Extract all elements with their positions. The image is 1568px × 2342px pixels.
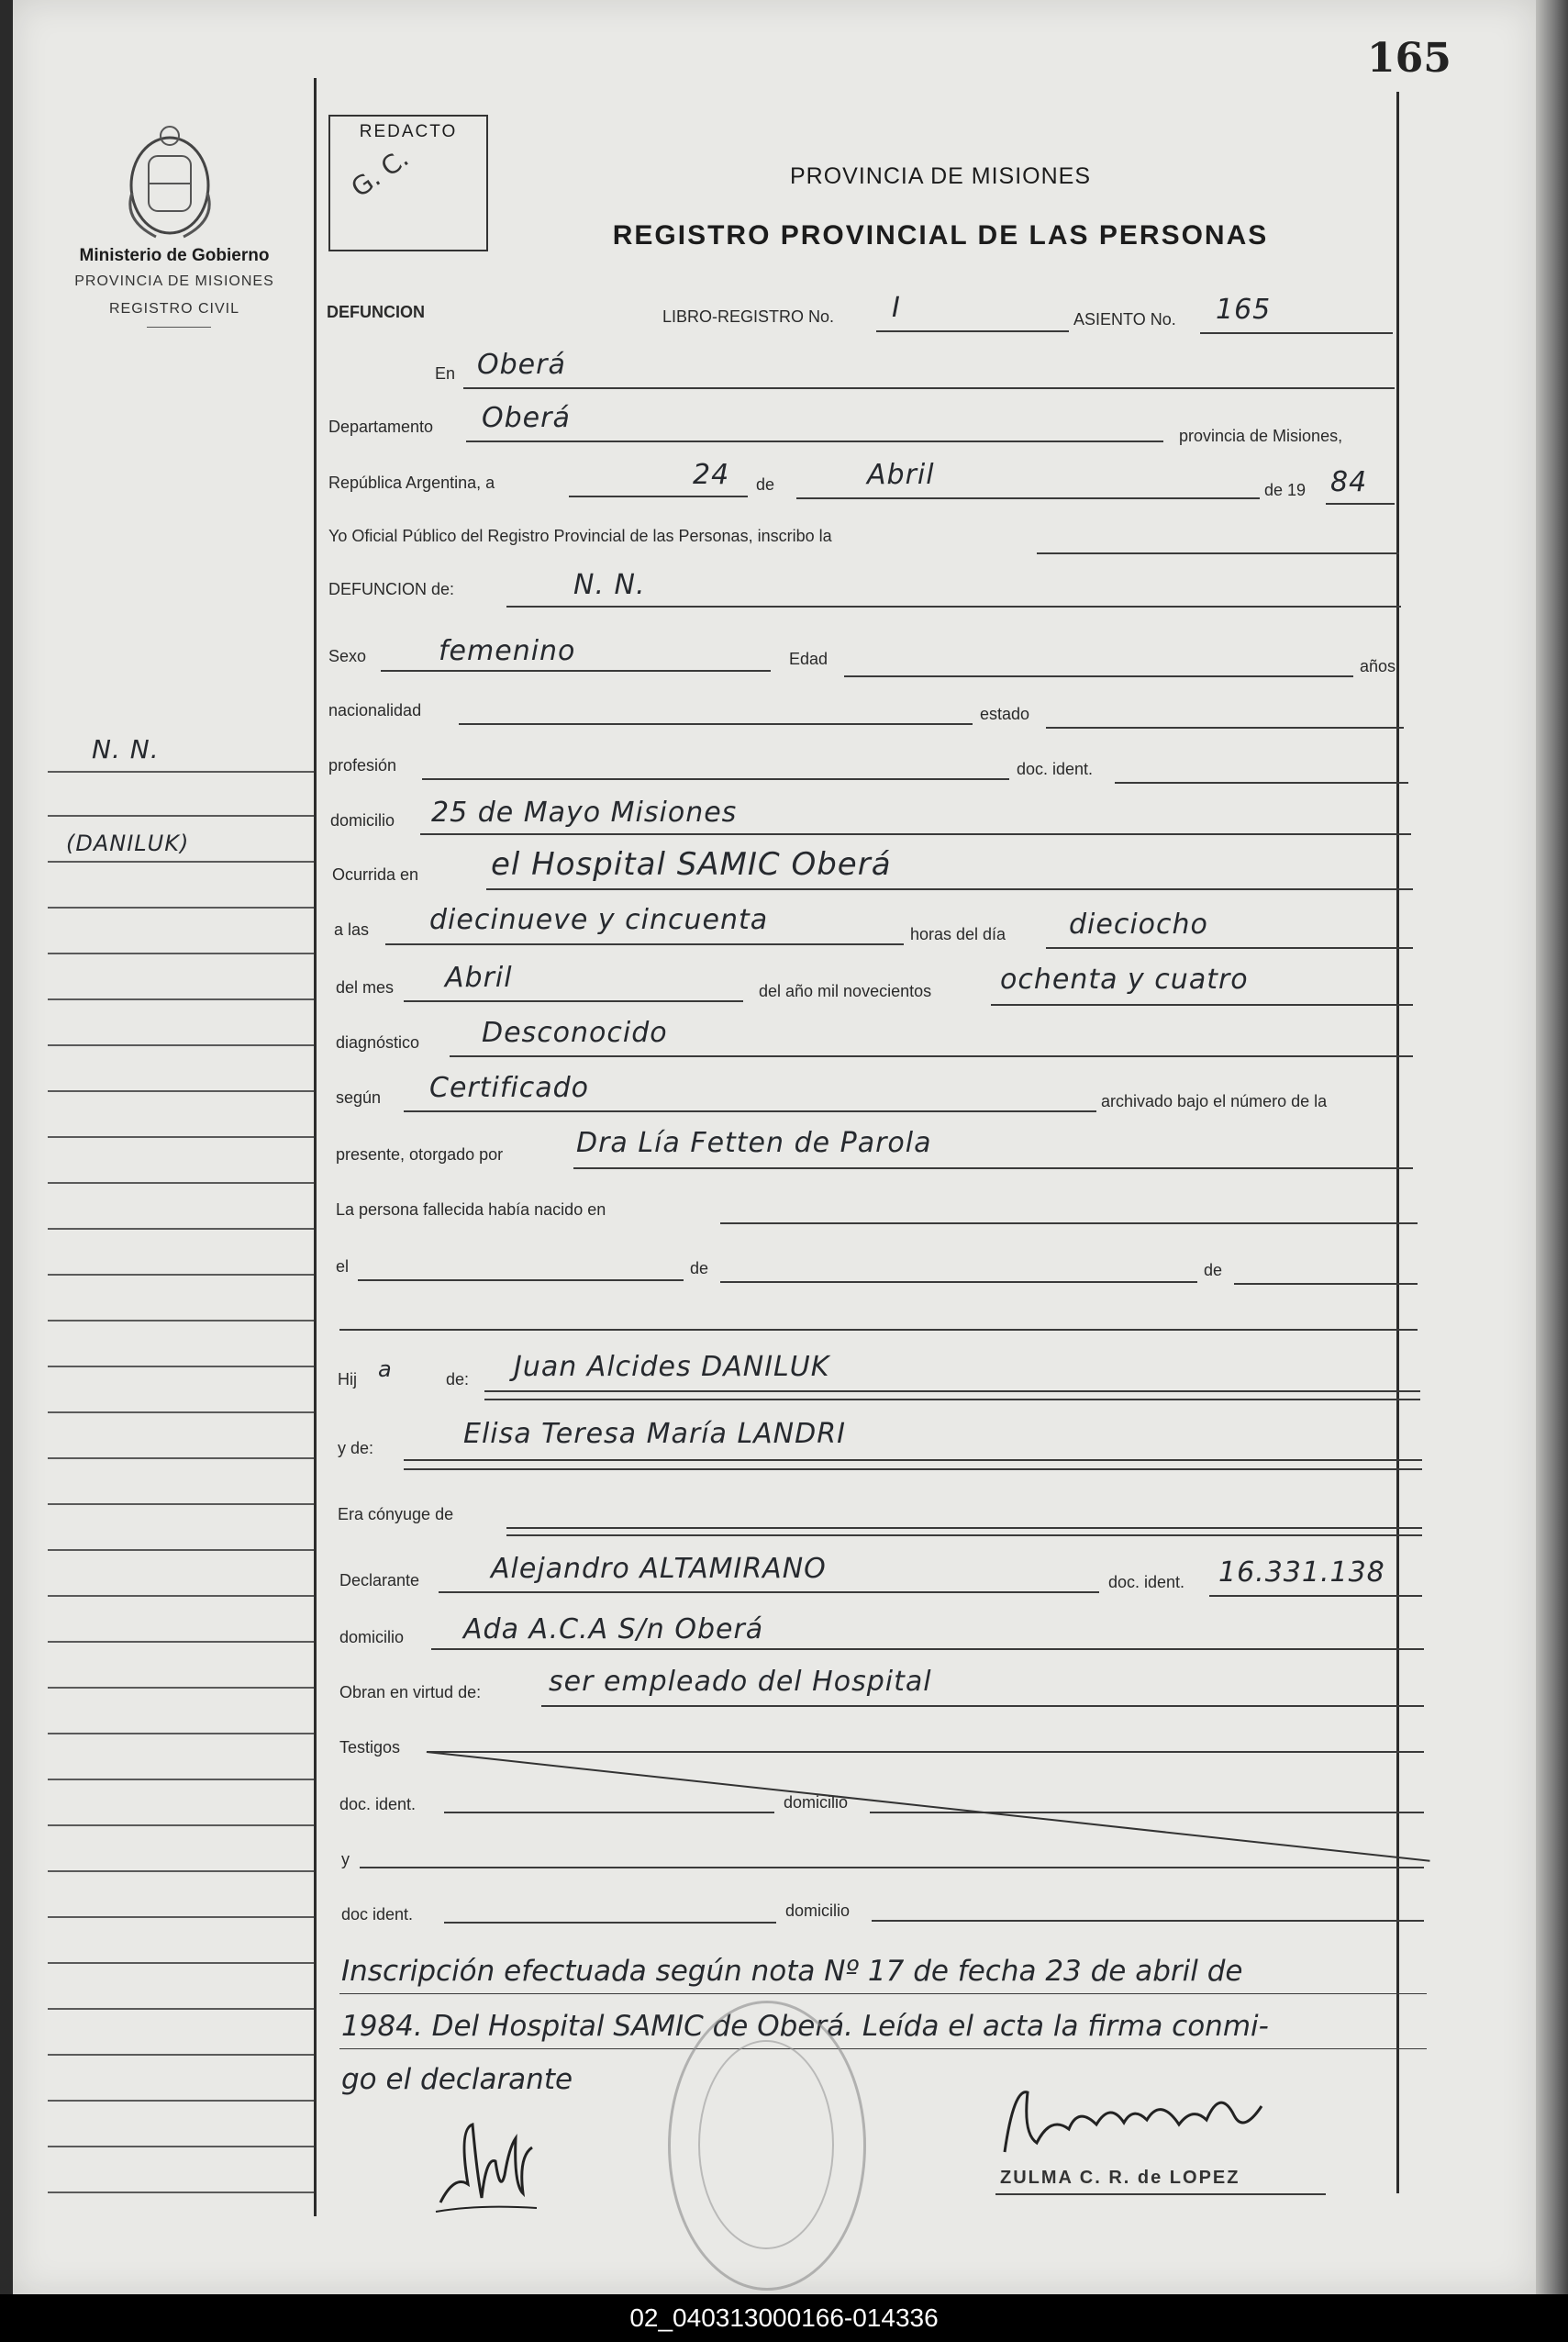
departamento-label: Departamento: [328, 418, 434, 436]
margin-line: [48, 953, 314, 954]
registro-civil-label: REGISTRO CIVIL: [108, 301, 240, 317]
dia-line: [569, 496, 748, 497]
margin-line: [48, 2008, 314, 2010]
oficial-signature: [995, 2079, 1271, 2161]
margin-line: [48, 1779, 314, 1780]
segun-value: Certificado: [429, 1072, 590, 1104]
nacionalidad-line: [459, 723, 973, 725]
del-mes-label: del mes: [336, 978, 395, 997]
otorgado-line: [573, 1167, 1413, 1169]
dia-texto-line: [1046, 947, 1413, 949]
sexo-line: [381, 670, 771, 672]
anio-texto-value: ochenta y cuatro: [1000, 964, 1249, 996]
domicilio-value: 25 de Mayo Misiones: [431, 797, 738, 829]
blank-line-1: [339, 1329, 1418, 1331]
conyuge-line-2: [506, 1534, 1422, 1536]
provincia-label: PROVINCIA DE MISIONES: [74, 273, 274, 289]
doc-ident-line: [1115, 782, 1408, 784]
del-anio-label: del año mil novecientos: [759, 982, 932, 1000]
book-edge: [1536, 0, 1568, 2294]
doc-ident-3-label: doc. ident.: [339, 1795, 417, 1813]
nacido-line: [720, 1222, 1418, 1224]
conyuge-line: [506, 1527, 1422, 1529]
oficial-name-stamp: ZULMA C. R. de LOPEZ: [1000, 2168, 1240, 2188]
libro-line: [876, 330, 1069, 332]
en-value: Oberá: [477, 349, 566, 381]
margin-line: [48, 771, 314, 773]
mes-value: Abril: [867, 459, 935, 491]
margin-line: [48, 1136, 314, 1138]
domicilio-3-line: [870, 1812, 1424, 1813]
margin-line: [48, 1962, 314, 1964]
declarante-line: [439, 1591, 1099, 1593]
margin-line: [48, 1457, 314, 1459]
nota-linea-1: Inscripción efectuada según nota Nº 17 de fecha 23 de abril de: [341, 1955, 1243, 1988]
margin-apellido: (DANILUK): [66, 831, 190, 856]
anio-texto-line: [991, 1004, 1413, 1006]
anio-line: [1326, 503, 1395, 505]
registro-underline: [147, 327, 211, 328]
anios-label: años: [1360, 657, 1396, 675]
domicilio-line: [420, 833, 1411, 835]
ocurrida-line: [486, 888, 1413, 890]
segun-line: [404, 1110, 1096, 1112]
de-label-1: de: [756, 475, 775, 494]
yo-oficial-label: Yo Oficial Público del Registro Provincial de las Personas, inscribo la: [328, 527, 832, 545]
margin-line: [48, 1549, 314, 1551]
asiento-line: [1200, 332, 1393, 334]
ocurrida-label: Ocurrida en: [332, 865, 419, 884]
declarante-value: Alejandro ALTAMIRANO: [491, 1553, 827, 1585]
margin-line: [48, 907, 314, 909]
presente-label: presente, otorgado por: [336, 1145, 504, 1164]
edad-label: Edad: [789, 650, 828, 668]
y-label: y: [341, 1850, 350, 1868]
declarante-doc-value: 16.331.138: [1218, 1556, 1385, 1589]
el-line: [358, 1279, 684, 1281]
redacto-box: [328, 115, 488, 251]
oficial-stamp-underline: [995, 2193, 1326, 2195]
dia-texto-value: dieciocho: [1069, 909, 1208, 941]
header-provincia: PROVINCIA DE MISIONES: [789, 163, 1091, 189]
margin-line: [48, 1274, 314, 1276]
yo-oficial-line: [1037, 552, 1399, 554]
madre-line: [404, 1459, 1422, 1461]
ministerio-label: Ministerio de Gobierno: [79, 246, 270, 265]
obran-label: Obran en virtud de:: [339, 1683, 482, 1701]
margin-line: [48, 2100, 314, 2102]
mes-texto-value: Abril: [445, 962, 513, 994]
obran-value: ser empleado del Hospital: [549, 1666, 932, 1698]
doc-ident-4-line: [444, 1922, 776, 1924]
nombre-value: N. N.: [573, 569, 646, 601]
mes-line: [796, 497, 1260, 499]
redacto-label: REDACTO: [359, 122, 458, 141]
domicilio-label: domicilio: [330, 811, 395, 830]
margin-line: [48, 1870, 314, 1872]
domicilio-2-label: domicilio: [339, 1628, 405, 1646]
horas-dia-label: horas del día: [910, 925, 1006, 943]
margin-line: [48, 2191, 314, 2193]
diagnostico-line: [450, 1055, 1413, 1057]
margin-line: [48, 1228, 314, 1230]
mes-texto-line: [404, 1000, 743, 1002]
asiento-label: ASIENTO No.: [1073, 310, 1176, 329]
padre-line-2: [484, 1399, 1420, 1400]
header-registro: REGISTRO PROVINCIAL DE LAS PERSONAS: [612, 220, 1269, 251]
edad-line: [844, 675, 1353, 677]
en-line: [463, 387, 1395, 389]
tipo-acta-label: DEFUNCION: [327, 303, 425, 321]
de-label-3: de: [1204, 1261, 1223, 1279]
departamento-line: [466, 441, 1163, 442]
declarante-doc-line: [1209, 1595, 1422, 1597]
asiento-value: 165: [1216, 294, 1272, 326]
defuncion-de-label: DEFUNCION de:: [328, 580, 455, 598]
nacido-label: La persona fallecida había nacido en: [336, 1200, 606, 1219]
doc-ident-label: doc. ident.: [1017, 760, 1094, 778]
margin-line: [48, 861, 314, 863]
margin-line: [48, 815, 314, 817]
anio-value: 84: [1330, 466, 1368, 498]
margin-line: [48, 1503, 314, 1505]
doc-ident-2-label: doc. ident.: [1108, 1573, 1185, 1591]
diagnostico-label: diagnóstico: [336, 1033, 420, 1052]
domicilio-3-label: domicilio: [784, 1793, 849, 1812]
coat-of-arms-icon: [119, 119, 220, 243]
nota-linea-3: go el declarante: [341, 2063, 573, 2096]
margin-line: [48, 1090, 314, 1092]
right-border: [1396, 92, 1399, 2193]
archivado-label: archivado bajo el número de la: [1101, 1092, 1328, 1110]
estado-label: estado: [980, 705, 1030, 723]
declarante-signature: [431, 2120, 541, 2221]
padre-line: [484, 1390, 1420, 1392]
a-las-label: a las: [334, 920, 370, 939]
nota-line-2: [339, 2048, 1427, 2049]
margin-line: [48, 2054, 314, 2056]
hij-suffix: a: [378, 1356, 393, 1382]
declarante-label: Declarante: [339, 1571, 420, 1589]
domicilio-4-line: [872, 1920, 1424, 1922]
seal-inner-ring: [698, 2040, 834, 2249]
margin-line: [48, 1182, 314, 1184]
doc-ident-3-line: [444, 1812, 774, 1813]
hij-de-label: de:: [446, 1370, 470, 1388]
margin-line: [48, 1366, 314, 1367]
margin-line: [48, 1824, 314, 1826]
redacto-mark: G. C.: [345, 142, 415, 204]
margin-line: [48, 2146, 314, 2147]
segun-label: según: [336, 1088, 382, 1107]
y-line: [360, 1867, 1424, 1868]
official-seal-stamp: [668, 2001, 866, 2291]
hora-value: diecinueve y cincuenta: [429, 904, 769, 936]
padre-value: Juan Alcides DANILUK: [514, 1351, 830, 1383]
sexo-label: Sexo: [328, 647, 367, 665]
profesion-line: [422, 778, 1009, 780]
margin-line: [48, 1641, 314, 1643]
margin-line: [48, 1595, 314, 1597]
margin-nombre: N. N.: [92, 734, 160, 764]
de3-line: [1234, 1283, 1418, 1285]
de2-line: [720, 1281, 1197, 1283]
madre-line-2: [404, 1468, 1422, 1470]
en-label: En: [435, 364, 456, 383]
nota-line-1: [339, 1993, 1427, 1994]
defuncion-de-line: [506, 606, 1401, 608]
margin-line: [48, 1687, 314, 1689]
sexo-value: femenino: [439, 635, 576, 667]
nacionalidad-label: nacionalidad: [328, 701, 422, 719]
hij-label: Hij: [338, 1370, 357, 1388]
folio-number: 165: [1367, 35, 1451, 82]
departamento-value: Oberá: [482, 402, 571, 434]
diagnostico-value: Desconocido: [482, 1017, 668, 1049]
margin-line: [48, 1916, 314, 1918]
libro-value: I: [892, 292, 901, 324]
otorgado-value: Dra Lía Fetten de Parola: [576, 1127, 932, 1159]
el-label: el: [336, 1257, 350, 1276]
hora-line: [385, 943, 904, 945]
declarante-dom-value: Ada A.C.A S/n Oberá: [463, 1613, 764, 1645]
testigos-label: Testigos: [339, 1738, 401, 1756]
margin-divider: [314, 78, 317, 2216]
margin-line: [48, 998, 314, 1000]
margin-line: [48, 1320, 314, 1322]
libro-label: LIBRO-REGISTRO No.: [662, 307, 835, 326]
testigos-line: [427, 1751, 1424, 1753]
provincia-de-label: provincia de Misiones,: [1179, 427, 1343, 445]
doc-ident-4-label: doc ident.: [341, 1905, 414, 1924]
domicilio-4-label: domicilio: [785, 1901, 851, 1920]
conyuge-label: Era cónyuge de: [338, 1505, 454, 1523]
dia-value: 24: [693, 459, 730, 491]
de-label-2: de: [690, 1259, 709, 1277]
republica-label: República Argentina, a: [328, 474, 495, 492]
y-de-label: y de:: [338, 1439, 374, 1457]
nota-linea-2: 1984. Del Hospital SAMIC de Oberá. Leída el acta la firma conmi-: [341, 2010, 1269, 2043]
profesion-label: profesión: [328, 756, 397, 775]
margin-line: [48, 1411, 314, 1413]
anio-prefix-label: de 19: [1264, 481, 1307, 499]
margin-line: [48, 1733, 314, 1734]
obran-line: [541, 1705, 1424, 1707]
estado-line: [1046, 727, 1404, 729]
declarante-dom-line: [431, 1648, 1424, 1650]
margin-line: [48, 1044, 314, 1046]
ocurrida-value: el Hospital SAMIC Oberá: [491, 846, 892, 883]
scan-id-footer: 02_040313000166-014336: [0, 2294, 1568, 2342]
madre-value: Elisa Teresa María LANDRI: [463, 1418, 846, 1450]
